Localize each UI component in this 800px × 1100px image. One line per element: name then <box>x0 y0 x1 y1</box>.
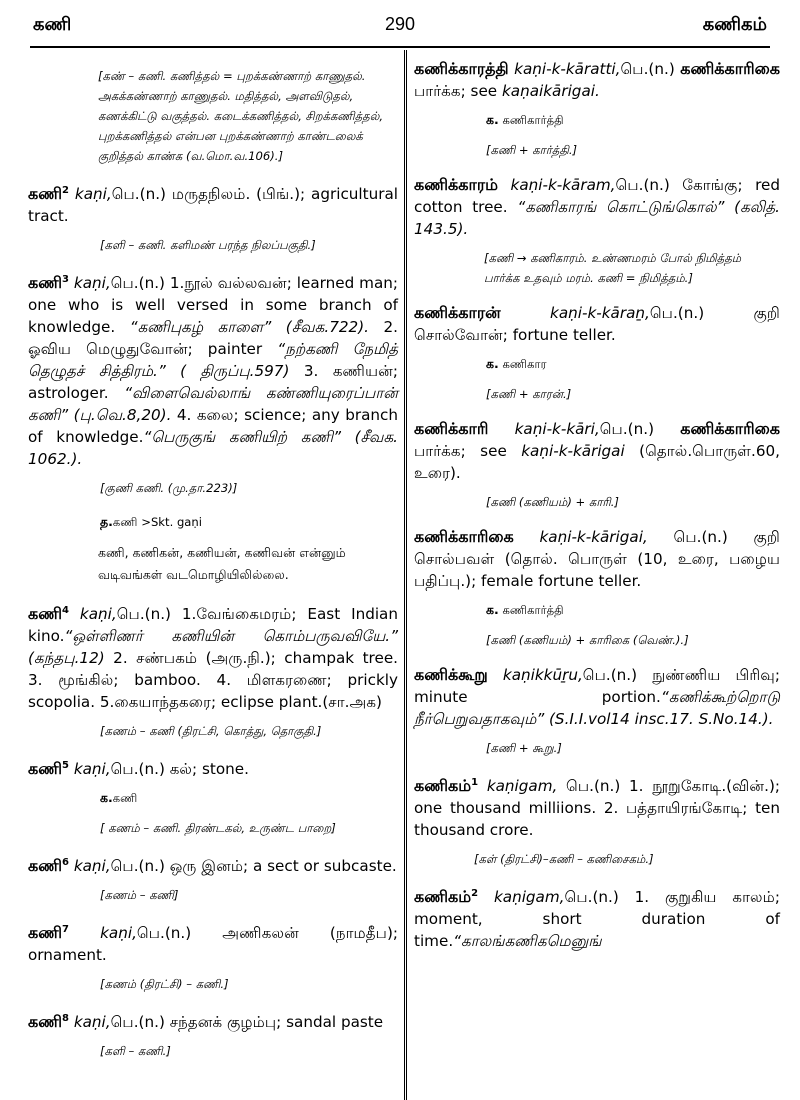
transliteration: kaṇi-k-kārigai, <box>539 528 648 546</box>
cross-reference-translit: kaṇaikārigai. <box>501 82 600 100</box>
definition: பார்க்க; see <box>414 82 502 100</box>
page-number: 290 <box>384 14 416 34</box>
homonym-number: 2 <box>471 888 479 900</box>
quotation: “கணிபுகழ் காளை” (சீவக.722). <box>129 318 369 337</box>
cross-reference-translit: kaṇi-k-kārigai <box>521 442 625 460</box>
definition: பெ.(n.) கல்; stone. <box>110 760 249 779</box>
entry-kani-4 <box>28 600 398 713</box>
definition: பெ.(n.) ஒரு இனம்; a sect or subcaste. <box>110 857 397 876</box>
headword: கணி <box>28 184 63 204</box>
note: கணி, கணிகன், கணியன், கணிவன் என்னும் வடிவங்கள் வடமொழியிலில்லை. <box>98 545 346 583</box>
homonym-number: 3 <box>62 274 69 286</box>
left-column <box>28 58 398 1075</box>
headword: கணிக்காரிகை <box>414 527 514 546</box>
entry-kani-8 <box>28 1008 398 1033</box>
headword: கணி <box>28 856 63 876</box>
transliteration: kaṇikkūṟu, <box>502 666 583 684</box>
definition: 4. கலை; science; any branch of knowledge. <box>28 406 398 447</box>
cross-reference: கணிக்காரிகை <box>680 59 780 78</box>
definition: பெ.(n.) நுண்ணிய பிரிவு; minute portion. <box>414 666 780 706</box>
headword: கணிகம் <box>414 887 472 907</box>
cognate-language: க. <box>100 790 113 806</box>
definition: பெ.(n.) 1. குறுகிய காலம்; moment, short duration of time. <box>414 888 780 951</box>
cognate-language: க. <box>486 602 499 617</box>
entry-kanikkaran <box>414 302 780 346</box>
transliteration: kaṇigam, <box>493 888 565 907</box>
definition: பெ.(n.) குறி சொல்பவள் (தொல். பொருள் (10, உரை, பழைய பதிப்பு.); female fortune teller. <box>414 528 780 590</box>
transliteration: kaṇi, <box>79 605 117 624</box>
etymology: [கணி + கூறு.] <box>486 741 562 755</box>
header-rule <box>30 46 770 48</box>
headword: கணிக்கூறு <box>414 665 488 684</box>
homonym-number: 1 <box>471 777 479 788</box>
etymology: [கணி + காரன்.] <box>486 387 572 401</box>
quotation: “காலங்கணிகமெனுங் <box>453 932 602 951</box>
homonym-number: 6 <box>62 857 69 869</box>
headword: கணிக்காரத்தி <box>414 59 509 78</box>
cognate-text: கணி >Skt. gaṇi <box>112 515 202 530</box>
etymology: [கணி → கணிகாரம். உண்ணமரம் போல் நிமித்தம் பார்க்க உதவும் மரம். கணி = நிமித்தம்.] <box>484 251 742 285</box>
right-column <box>414 58 780 960</box>
definition: பெ.(n.) <box>599 420 681 438</box>
transliteration: kaṇi, <box>73 857 111 876</box>
transliteration: kaṇi-k-kāraṉ, <box>550 304 650 322</box>
intro-etymology: [கண் – கணி. கணித்தல் = புறக்கண்ணாற் காணுதல். அகக்கண்ணாற் காணுதல். மதித்தல், அளவிடுதல், கணக்கிட்டு வகுத்தல். கடைக்கணித்தல், சிறக்கணித்தல், புறக்கணித்தல் என்பன புறக்கண்ணாற் காண்டலைக் குறித்தல் காண்க (வ.மொ.வ.106).] <box>98 69 384 163</box>
definition: பெ.(n.) மருதநிலம். (பிங்.); agricultural tract. <box>28 185 398 226</box>
headword: கணிக்காரன் <box>414 303 501 322</box>
header-left-word: கணி <box>33 14 72 35</box>
etymology: [கணி (கணியம்) + காரி.] <box>486 495 619 509</box>
cognate-text: கணிகார்த்தி <box>502 603 564 617</box>
definition: பார்க்க; see <box>414 442 522 460</box>
etymology: [கணி (கணியம்) + காரிகை (வெண்.).] <box>486 633 689 647</box>
entry-kanikkarikai <box>414 526 780 592</box>
headword: கணிக்காரி <box>414 419 489 438</box>
transliteration: kaṇi, <box>73 274 111 293</box>
cognate-text: கணிகார்த்தி <box>502 113 564 127</box>
headword: கணி <box>28 759 63 779</box>
page-header <box>0 0 800 48</box>
entry-kanikam-1 <box>414 772 780 841</box>
etymology: [ கணம் – கணி. திரண்டகல், உருண்ட பாறை] <box>100 821 336 836</box>
entry-kani-2 <box>28 180 398 227</box>
column-divider <box>404 50 407 1100</box>
definition: பெ.(n.) சந்தனக் குழம்பு; sandal paste <box>110 1013 384 1032</box>
cognate <box>486 110 780 130</box>
transliteration: kaṇi-k-kāram, <box>510 176 616 194</box>
entry-kani-7 <box>28 919 398 966</box>
quotation: “விளைவெல்லாங் கண்ணியுரைப்பான் கணி” (பு.வெ.8,20). <box>28 384 398 425</box>
transliteration: kaṇi-k-kāri, <box>514 420 600 438</box>
etymology: [களி – கணி. களிமண் பரந்த நிலப்பகுதி.] <box>100 238 316 253</box>
transliteration: kaṇi, <box>74 185 112 204</box>
quotation: “ஒள்ளிணர் கணியின் கொம்பருவவியே.” (கந்தபு.12) <box>28 627 398 668</box>
definition: பெ.(n.) 1.நூல் வல்லவன்; learned man; one who is well versed in some branch of knowledge. <box>28 274 398 337</box>
cognate-language: க. <box>486 356 499 371</box>
etymology: [கணம் (திரட்சி) – கணி.] <box>100 977 229 992</box>
quotation: “நற்கணி நேமித் தெழுதச் சித்திரம்.” ( திருப்பு.597) <box>28 340 398 381</box>
entry-kanikkaratti <box>414 58 780 102</box>
transliteration: kaṇigam, <box>486 777 558 796</box>
entry-kanikkari <box>414 418 780 484</box>
cognate-text: கணி <box>112 791 138 806</box>
transliteration: kaṇi, <box>73 760 111 779</box>
homonym-number: 7 <box>62 924 69 936</box>
headword: கணிகம் <box>414 776 472 796</box>
definition: பெ.(n.) கோங்கு; red cotton tree. <box>414 176 780 216</box>
transliteration: kaṇi, <box>73 1013 111 1032</box>
definition: பெ.(n.) 1. நூறுகோடி.(வின்.); one thousand milliions. 2. பத்தாயிரங்கோடி; ten thousand crore. <box>414 777 780 840</box>
headword: கணி <box>28 1012 63 1032</box>
entry-kanikam-2 <box>414 883 780 952</box>
quotation: “கணிக்கூற்றொடு நீர்பெறுவதாகவும்” (S.I.I.vol14 insc.17. S.No.14.). <box>414 688 780 728</box>
entry-kanikkuru <box>414 664 780 730</box>
definition: (தொல்.பொருள்.60, உரை). <box>414 442 780 482</box>
entry-kanikkaram <box>414 174 780 240</box>
cognate-text: கணிகார <box>502 357 547 371</box>
headword: கணி <box>28 273 63 293</box>
definition: பெ.(n.) குறி சொல்வோன்; fortune teller. <box>414 304 780 344</box>
headword: கணி <box>28 923 63 943</box>
entry-kani-3 <box>28 269 398 470</box>
cognate <box>100 788 398 808</box>
definition: 2. ஓவிய மெழுதுவோன்; painter <box>28 318 398 359</box>
quotation: “கணிகாரங் கொட்டுங்கொல்” (கலித். 143.5). <box>414 198 780 238</box>
headword: கணிக்காரம் <box>414 175 498 194</box>
cognate-language: த. <box>100 514 113 530</box>
headword: கணி <box>28 604 63 624</box>
definition: பெ.(n.) 1.வேங்கைமரம்; East Indian kino. <box>28 605 398 646</box>
cognate-language: க. <box>486 112 499 127</box>
cognate <box>486 354 780 374</box>
cognate <box>486 600 780 620</box>
homonym-number: 4 <box>62 605 69 617</box>
etymology: [கணம் – கணி (திரட்சி, கொத்து, தொகுதி.] <box>100 724 322 739</box>
etymology: [கணம் – கணி] <box>100 888 179 903</box>
etymology: [கள் (திரட்சி)–கணி – கணிசைகம்.] <box>474 852 654 867</box>
etymology: [கணி + கார்த்தி.] <box>486 143 578 157</box>
homonym-number: 8 <box>62 1013 69 1025</box>
entry-kani-5 <box>28 755 398 780</box>
transliteration: kaṇi, <box>100 924 137 943</box>
transliteration: kaṇi-k-kāratti, <box>514 60 621 78</box>
etymology: [களி – கணி.] <box>100 1044 171 1059</box>
entry-kani-6 <box>28 852 398 877</box>
definition: 3. கணியன்; astrologer. <box>28 362 398 403</box>
definition: பெ.(n.) <box>620 60 681 78</box>
cognate <box>100 512 398 532</box>
etymology: [குணி கணி. (மு.தா.223)] <box>100 481 238 496</box>
quotation: “பெருகுங் கணியிற் கணி” (சீவக. 1062.). <box>28 428 398 469</box>
cross-reference: கணிக்காரிகை <box>680 419 780 438</box>
definition: 2. சண்பகம் (அரு.நி.); champak tree. 3. மூங்கில்; bamboo. 4. மிளகரணை; prickly scopolia. 5.கையாந்தகரை; eclipse plant.(சா.அக) <box>28 649 398 712</box>
header-right-word: கணிகம் <box>702 14 767 35</box>
homonym-number: 2 <box>62 185 69 196</box>
homonym-number: 5 <box>62 760 69 772</box>
definition: பெ.(n.) அணிகலன் (நாமதீப); ornament. <box>28 924 398 965</box>
